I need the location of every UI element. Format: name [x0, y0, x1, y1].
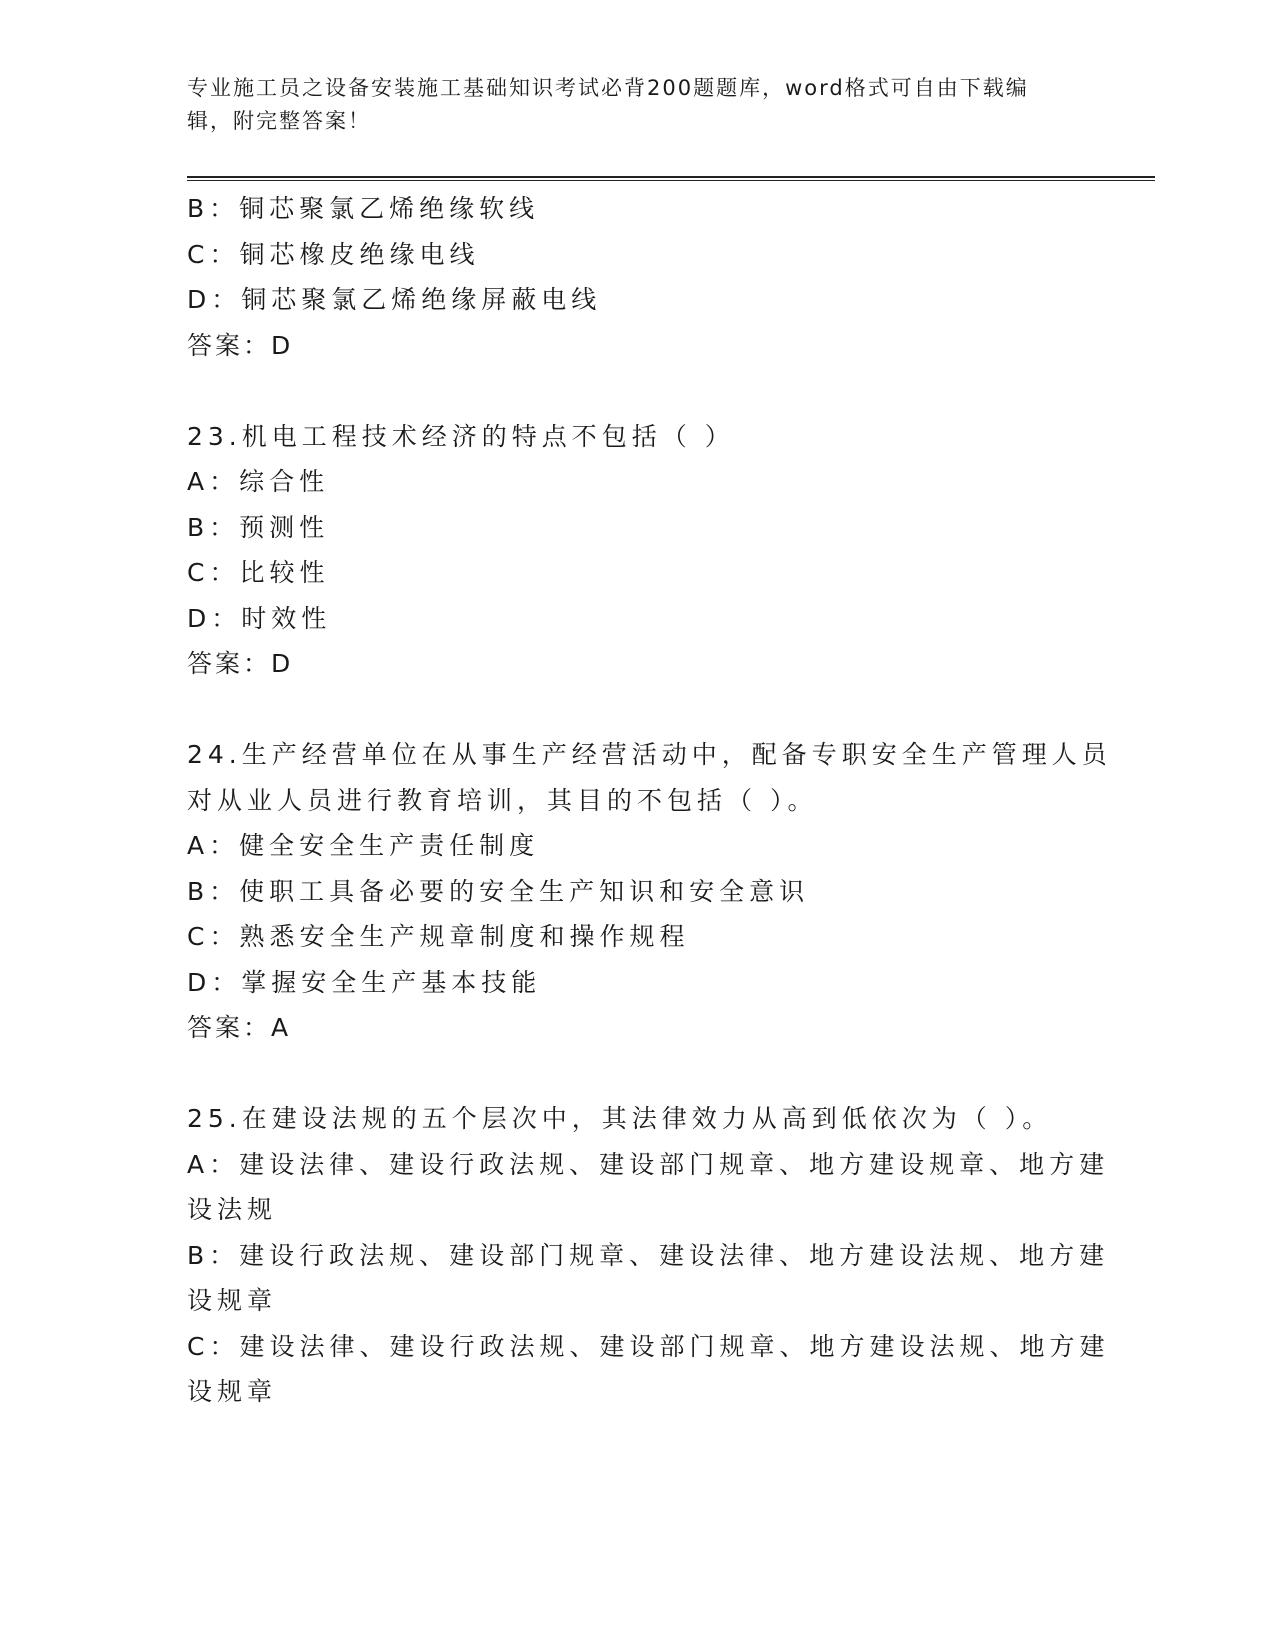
option-a: A：健全安全生产责任制度: [187, 831, 540, 860]
option-a-line-2: 设法规: [187, 1195, 278, 1224]
spacer: [187, 1051, 1087, 1097]
question-23: [187, 414, 1087, 687]
option-c: C：铜芯橡皮绝缘电线: [187, 239, 480, 269]
question-25: [187, 1096, 1110, 1415]
option-c: C：比较性: [187, 558, 330, 587]
question-stem-line-2: 对从业人员进行教育培训，其目的不包括（ ）。: [187, 785, 818, 815]
option-b: B：使职工具备必要的安全生产知识和安全意识: [187, 876, 810, 906]
question-22: [187, 186, 1087, 368]
question-stem: 25.在建设法规的五个层次中，其法律效力从高到低依次为（ ）。: [187, 1104, 1053, 1133]
answer: 答案：D: [187, 649, 294, 678]
option-d: D：时效性: [187, 603, 332, 633]
option-b-line-2: 设规章: [187, 1286, 278, 1315]
option-b: B：铜芯聚氯乙烯绝缘软线: [187, 194, 540, 223]
spacer: [187, 368, 1087, 414]
question-24: [187, 732, 1112, 1051]
option-a: A：综合性: [187, 467, 330, 496]
spacer: [187, 687, 1087, 733]
option-c: C：熟悉安全生产规章制度和操作规程: [187, 922, 690, 951]
document-title: 专业施工员之设备安装施工基础知识考试必背200题题库，word格式可自由下载编辑，附完整答案！: [187, 76, 1029, 133]
option-c-line-1: C：建设法律、建设行政法规、建设部门规章、地方建设法规、地方建: [187, 1331, 1110, 1361]
answer: 答案：D: [187, 330, 294, 360]
option-b: B：预测性: [187, 512, 330, 542]
option-a-line-1: A：建设法律、建设行政法规、建设部门规章、地方建设规章、地方建: [187, 1149, 1110, 1179]
page-header: [187, 72, 1067, 138]
question-list: [187, 186, 1112, 1415]
option-b-line-1: B：建设行政法规、建设部门规章、建设法律、地方建设法规、地方建: [187, 1240, 1110, 1270]
question-stem-line-1: 24.生产经营单位在从事生产经营活动中，配备专职安全生产管理人员: [187, 740, 1112, 769]
option-d: D：铜芯聚氯乙烯绝缘屏蔽电线: [187, 285, 602, 314]
option-d: D：掌握安全生产基本技能: [187, 967, 542, 997]
question-stem: 23.机电工程技术经济的特点不包括（ ）: [187, 421, 735, 451]
answer: 答案：A: [187, 1013, 292, 1042]
header-divider: [187, 176, 1155, 181]
option-c-line-2: 设规章: [187, 1377, 278, 1406]
